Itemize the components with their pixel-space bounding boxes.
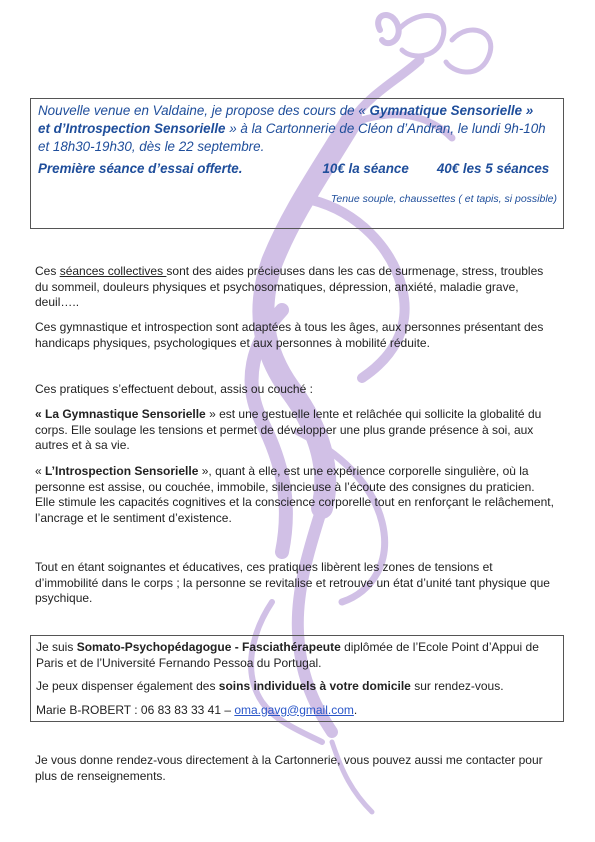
paragraph-postures: Ces pratiques s’effectuent debout, assis ou couché :	[35, 382, 313, 396]
service-rest: sur rendez-vous.	[410, 679, 504, 693]
paragraph-effects: Tout en étant soignantes et éducatives, ces pratiques libèrent les zones de tensions et d’immobilité dans le corps ; la personne se revitalise et retrouve un état d’unité tant physique que psychique.	[35, 560, 550, 605]
email-link[interactable]: oma.gavg@gmail.com	[234, 702, 354, 717]
contact-line	[36, 703, 558, 719]
qualification-line	[36, 640, 558, 671]
trial-offer: Première séance d’essai offerte.	[38, 161, 243, 176]
p1-rest: sont des aides précieuses dans les cas de surmenage, stress, troubles du sommeil, douleurs physiques et psychosomatiques, dépression, anxiété, maladie grave, deuil…..	[35, 264, 544, 309]
price-pack: 40€ les 5 séances	[436, 161, 550, 176]
contact-box	[30, 635, 564, 722]
paragraph-introspection	[35, 464, 555, 526]
announcement-intro: Nouvelle venue en Valdaine, je propose des cours de «	[38, 103, 370, 118]
course-name-introspection: et d’Introspection Sensorielle	[38, 121, 226, 136]
course-announcement-box	[30, 98, 564, 229]
name-phone: Marie B-ROBERT : 06 83 83 33 41 –	[36, 702, 235, 717]
home-care-service: soins individuels à votre domicile	[218, 679, 411, 693]
p4-rest: » est une gestuelle lente et relâchée qui sollicite la globalité du corps. Elle soulage les tensions et permet de développer une plus grande présence à soi, aux autres et à sa vie.	[35, 407, 542, 452]
paragraph-audience: Ces gymnastique et introspection sont adaptées à tous les âges, aux personnes présentant des handicaps physiques, psychologiques et aux personnes à mobilité réduite.	[35, 320, 544, 350]
closing-paragraph: Je vous donne rendez-vous directement à la Cartonnerie, vous pouvez aussi me contacter pour plus de renseignements.	[35, 753, 543, 783]
dress-code: Tenue souple, chaussettes ( et tapis, si possible)	[330, 193, 557, 205]
paragraph-benefits	[35, 264, 555, 311]
offer-line	[38, 160, 557, 178]
collective-sessions-underlined: séances collectives	[59, 264, 167, 278]
professional-title: Somato-Psychopédagogue - Fasciathérapeute	[76, 640, 341, 654]
term-gymnastique: « La Gymnastique Sensorielle	[35, 407, 206, 421]
paragraph-gymnastique	[35, 407, 555, 454]
p1-start: Ces	[35, 264, 60, 278]
service-start: Je peux dispenser également des	[36, 679, 219, 693]
course-name-gymnastique: Gymnatique Sensorielle »	[369, 103, 534, 118]
qualification-start: Je suis	[36, 640, 77, 654]
price-single: 10€ la séance	[322, 161, 409, 176]
service-line	[36, 679, 558, 695]
announcement-text	[38, 102, 557, 156]
term-introspection: L’Introspection Sensorielle	[45, 464, 199, 478]
email-end: .	[353, 702, 358, 717]
qualification-rest: diplômée de l’Ecole Point d’Appui de Paris et de l’Université Fernando Pessoa du Portugal.	[36, 640, 539, 670]
location-schedule: » à la Cartonnerie de Cléon d’Andran, le lundi 9h-10h et 18h30-19h30, dès le 22 septembre.	[38, 121, 546, 154]
p5-open: «	[35, 464, 46, 478]
p5-rest: », quant à elle, est une expérience corporelle singulière, où la personne est assise, ou couchée, immobile, silencieuse à l’écoute des consignes du praticien. Elle stimule les capacités cognitives et la conscience corporelle tout en renforçant le relâchement, l’ancrage et le sentiment d’existence.	[35, 464, 554, 525]
